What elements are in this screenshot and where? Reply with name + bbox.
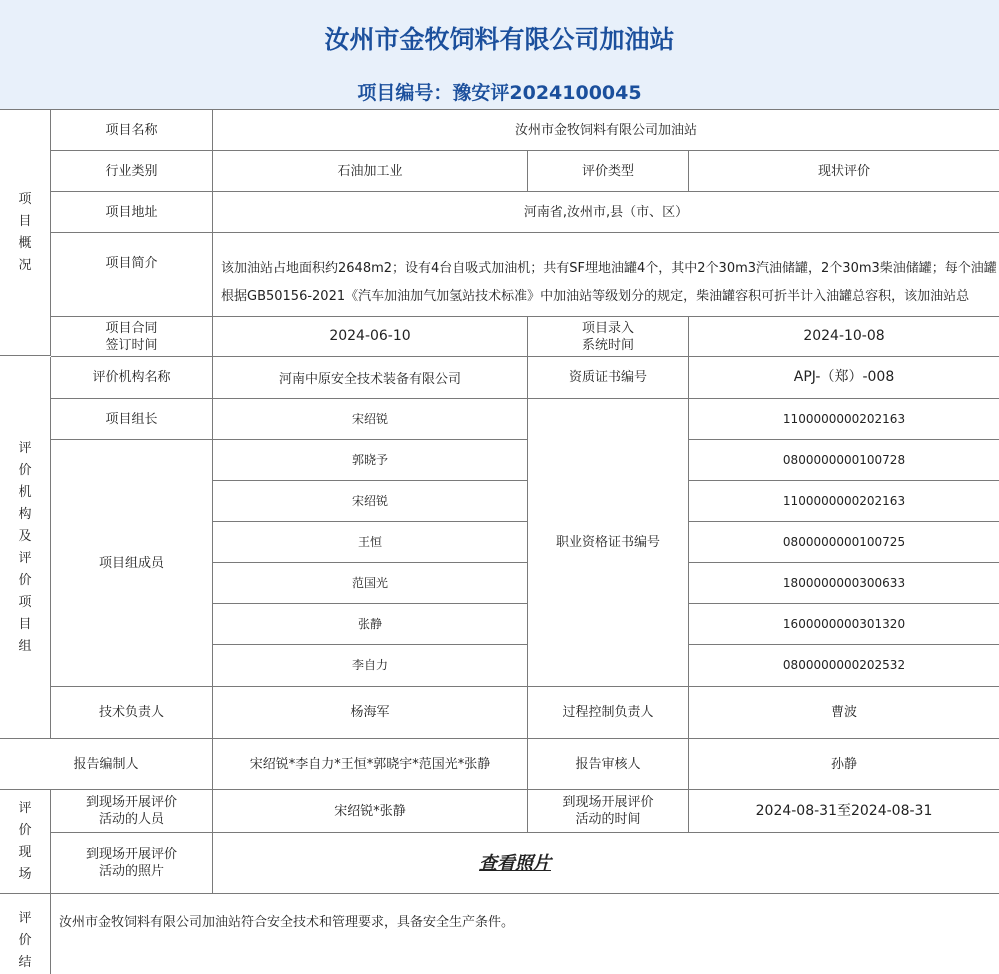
agency-value: 河南中原安全技术装备有限公司	[213, 357, 528, 399]
cert-label: 资质证书编号	[528, 357, 689, 399]
site-photo-label	[51, 833, 213, 894]
tech-lead-value: 杨海军	[213, 687, 528, 739]
leader-label: 项目组长	[51, 399, 213, 440]
member-cert: 1100000000202163	[689, 481, 999, 522]
member-name: 王恒	[213, 522, 528, 563]
site-people-label	[51, 790, 213, 833]
site-time-label	[528, 790, 689, 833]
member-cert: 0800000000202532	[689, 645, 999, 687]
intro-line-1: 该加油站占地面积约2648m2；设有4台自吸式加油机；共有SF埋地油罐4个，其中2个30m3汽油储罐，2个30m3柴油储罐；每个油罐	[221, 261, 997, 276]
view-photos-link[interactable]: 查看照片	[479, 852, 551, 874]
eval-type-value: 现状评价	[689, 151, 999, 192]
section-site-text: 评 价 现 场	[18, 800, 32, 882]
section-org-text: 评 价 机 构 及 评 价 项 目 组	[18, 440, 32, 654]
report-author-value: 宋绍锐*李自力*王恒*郭晓宇*范国光*张静	[213, 739, 528, 790]
member-name: 李自力	[213, 645, 528, 687]
cert-value: APJ-（郑）-008	[689, 357, 999, 399]
entry-date-label-line1: 项目录入	[581, 320, 634, 336]
contract-date-value: 2024-06-10	[213, 317, 528, 357]
project-number: 项目编号：豫安评2024100045	[357, 82, 642, 104]
report-author-label: 报告编制人	[0, 739, 213, 790]
site-people-label-line1: 到现场开展评价	[85, 795, 177, 810]
project-name-label: 项目名称	[51, 110, 213, 151]
process-lead-label: 过程控制负责人	[528, 687, 689, 739]
member-cert: 0800000000100728	[689, 440, 999, 481]
intro-line-2: 根据GB50156-2021《汽车加油加气加氢站技术标准》中加油站等级划分的规定，柴油罐容积可折半计入油罐总容积，该加油站总	[221, 289, 970, 304]
site-photo-label-line2: 活动的照片	[98, 864, 164, 879]
site-time-value: 2024-08-31至2024-08-31	[689, 790, 999, 833]
entry-date-label	[528, 317, 689, 357]
entry-date-label-line2: 系统时间	[581, 337, 634, 353]
agency-label: 评价机构名称	[51, 357, 213, 399]
intro-label-text: 项目简介	[105, 256, 158, 271]
conclusion-value	[51, 894, 999, 974]
site-time-label-line2: 活动的时间	[575, 812, 641, 827]
section-overview-text: 项 目 概 况	[18, 191, 32, 273]
process-lead-value: 曹波	[689, 687, 999, 739]
member-cert: 1800000000300633	[689, 563, 999, 604]
member-name: 宋绍锐	[213, 481, 528, 522]
section-site-label	[0, 790, 51, 894]
address-label: 项目地址	[51, 192, 213, 233]
page-title: 汝州市金牧饲料有限公司加油站	[324, 25, 675, 54]
project-name-value: 汝州市金牧饲料有限公司加油站	[213, 110, 999, 151]
entry-date-value: 2024-10-08	[689, 317, 999, 357]
report-reviewer-label: 报告审核人	[528, 739, 689, 790]
contract-date-label	[51, 317, 213, 357]
section-conclusion-text: 评 价 结	[18, 911, 32, 970]
industry-value: 石油加工业	[213, 151, 528, 192]
leader-cert: 1100000000202163	[689, 399, 999, 440]
site-people-value: 宋绍锐*张静	[213, 790, 528, 833]
report-reviewer-value: 孙静	[689, 739, 999, 790]
qualification-label: 职业资格证书编号	[528, 399, 689, 687]
section-org-label	[0, 357, 51, 739]
member-name: 范国光	[213, 563, 528, 604]
site-photo-cell	[213, 833, 999, 894]
member-cert: 0800000000100725	[689, 522, 999, 563]
address-value: 河南省,汝州市,县（市、区）	[213, 192, 999, 233]
site-people-label-line2: 活动的人员	[98, 812, 164, 827]
contract-date-label-line1: 项目合同	[105, 320, 158, 336]
tech-lead-label: 技术负责人	[51, 687, 213, 739]
member-name: 张静	[213, 604, 528, 645]
section-conclusion-label	[0, 894, 51, 974]
site-photo-label-line1: 到现场开展评价	[85, 847, 177, 862]
member-cert: 1600000000301320	[689, 604, 999, 645]
section-overview-label	[0, 110, 51, 356]
contract-date-label-line2: 签订时间	[105, 337, 158, 353]
members-label: 项目组成员	[51, 440, 213, 687]
intro-label	[51, 233, 213, 317]
industry-label: 行业类别	[51, 151, 213, 192]
site-time-label-line1: 到现场开展评价	[562, 795, 654, 810]
page-header	[0, 0, 999, 110]
member-name: 郭晓予	[213, 440, 528, 481]
conclusion-text: 汝州市金牧饲料有限公司加油站符合安全技术和管理要求，具备安全生产条件。	[59, 915, 515, 930]
intro-value	[213, 233, 999, 317]
eval-type-label: 评价类型	[528, 151, 689, 192]
leader-name: 宋绍锐	[213, 399, 528, 440]
